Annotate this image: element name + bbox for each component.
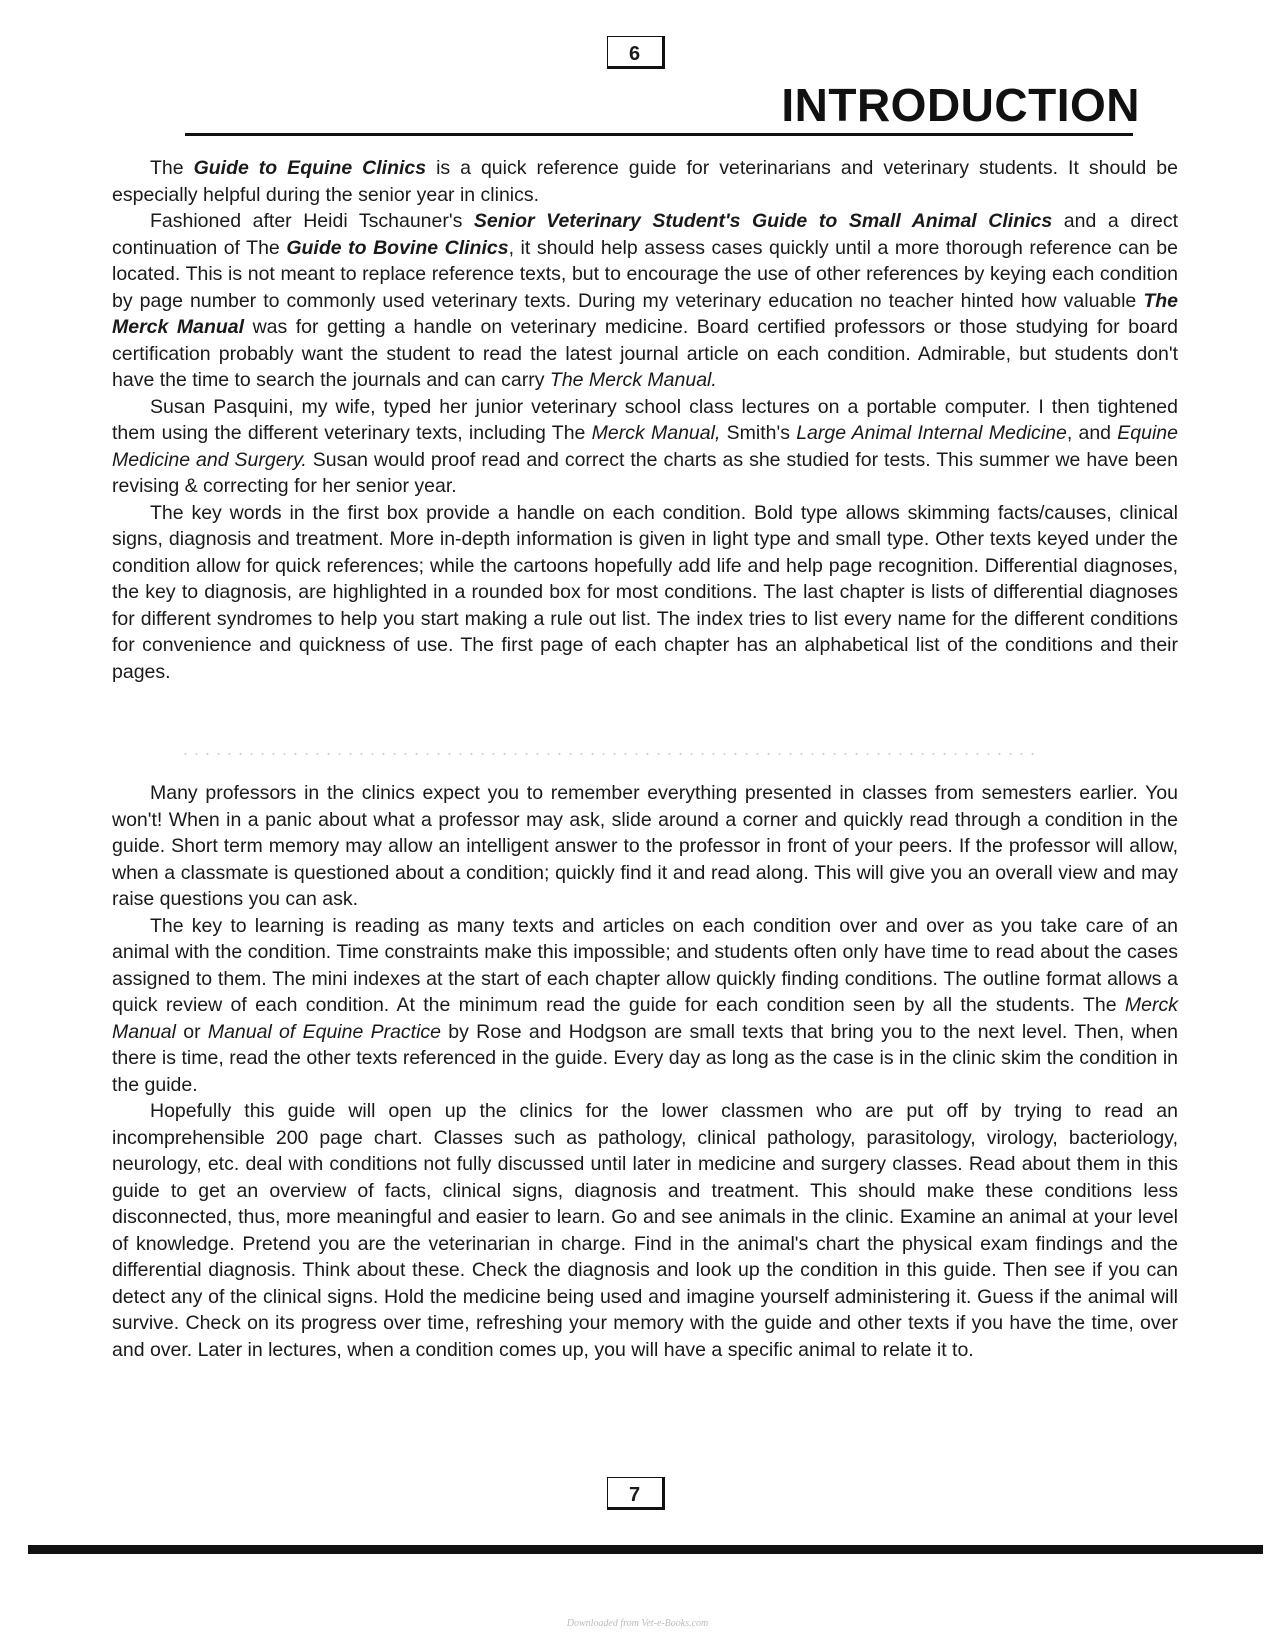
text-run: The key to learning is reading as many texts and articles on each condition over and over as you take care of an animal with the condition. Time constraints make this impossible; and students often only have time to read about the cases assigned to them. The mini indexes at the start of each chapter allow quickly finding conditions. The outline format allows a quick review of each condition. At the minimum read the guide for each condition seen by all the students. The	[112, 914, 1178, 1016]
text-run: Many professors in the clinics expect you to remember everything presented in classes from semesters earlier. You won't! When in a panic about what a professor may ask, slide around a corner and quickly read through a condition in the guide. Short term memory may allow an intelligent answer to the professor in front of your peers. If the professor will allow, when a classmate is questioned about a condition; quickly find it and read along. This will give you an overall view and may raise questions you can ask.	[112, 782, 1178, 910]
emphasized-title-text: Guide to Equine Clinics	[193, 157, 427, 179]
italic-title-text: Merck Manual	[112, 994, 1178, 1043]
text-run: Fashioned after Heidi Tschauner's	[150, 210, 474, 232]
emphasized-title-text: The Merck Manual	[112, 289, 1178, 338]
title-rule	[185, 133, 1133, 136]
italic-title-text: Large Animal Internal Medicine	[796, 422, 1067, 444]
italic-title-text: Manual of Equine Practice	[207, 1020, 442, 1043]
paragraph	[112, 155, 1178, 208]
paragraph	[112, 394, 1178, 500]
page-number-bottom: 7	[607, 1477, 665, 1510]
text-run: The key words in the first box provide a handle on each condition. Bold type allows skimming facts/causes, clinical signs, diagnosis and treatment. More in-depth information is given in light type and small type. Other texts keyed under the condition allow for quick references; while the cartoons hopefully add life and help page recognition. Differential diagnoses, the key to diagnosis, are highlighted in a rounded box for most conditions. The last chapter is lists of differential diagnoses for different syndromes to help you start making a rule out list. The index tries to list every name for the different conditions for convenience and quickness of use. The first page of each chapter has an alphabetical list of the conditions and their pages.	[112, 501, 1178, 683]
text-run: or	[175, 1020, 208, 1043]
intro-text-block-bottom	[112, 780, 1178, 1363]
italic-title-text: The Merck Manual.	[549, 369, 717, 391]
text-run: is a quick reference guide for veterinarians and veterinary students. It should be especially helpful during the senior year in clinics.	[112, 157, 1178, 206]
text-run: by Rose and Hodgson are small texts that bring you to the next level. Then, when there is time, read the other texts referenced in the guide. Every day as long as the case is in the clinic skim the condition in the guide.	[112, 1020, 1178, 1096]
emphasized-title-text: Guide to Bovine Clinics	[286, 236, 509, 259]
paragraph	[112, 500, 1178, 686]
bottom-rule	[28, 1545, 1263, 1554]
italic-title-text: Merck Manual,	[591, 422, 721, 444]
paragraph	[112, 208, 1178, 394]
paragraph	[112, 913, 1178, 1099]
paragraph	[112, 780, 1178, 913]
page-title: INTRODUCTION	[781, 79, 1140, 131]
text-run: was for getting a handle on veterinary medicine. Board certified professors or those studying for board certification probably want the student to read the latest journal article on each condition. Admirable, but students don't have the time to search the journals and can carry	[112, 316, 1178, 391]
text-run: Susan would proof read and correct the charts as she studied for tests. This summer we have been revising & correcting for her senior year.	[112, 448, 1178, 497]
intro-text-block-top	[112, 155, 1178, 685]
watermark: Downloaded from Vet-e-Books.com	[566, 1618, 709, 1629]
emphasized-title-text: Senior Veterinary Student's Guide to Small Animal Clinics	[473, 210, 1053, 232]
scan-speckles	[180, 752, 1040, 756]
italic-title-text: Equine Medicine and Surgery.	[112, 422, 1178, 471]
text-run: , and	[1066, 422, 1118, 444]
text-run: Smith's	[720, 422, 797, 444]
text-run: , it should help assess cases quickly until a more thorough reference can be located. This is not meant to replace reference texts, but to encourage the use of other references by keying each condition by page number to commonly used veterinary texts. During my veterinary education no teacher hinted how valuable	[112, 236, 1178, 312]
text-run: Susan Pasquini, my wife, typed her junior veterinary school class lectures on a portable computer. I then tightened them using the different veterinary texts, including The	[112, 395, 1178, 444]
page-number-top: 6	[607, 36, 665, 69]
paragraph	[112, 1098, 1178, 1363]
text-run: and a direct continuation of The	[112, 210, 1178, 259]
text-run: The	[150, 157, 194, 179]
text-run: Hopefully this guide will open up the clinics for the lower classmen who are put off by trying to read an incomprehensible 200 page chart. Classes such as pathology, clinical pathology, parasitology, virology, bacteriology, neurology, etc. deal with conditions not fully discussed until later in medicine and surgery classes. Read about them in this guide to get an overview of facts, clinical signs, diagnosis and treatment. This should make these conditions less disconnected, thus, more meaningful and easier to learn. Go and see animals in the clinic. Examine an animal at your level of knowledge. Pretend you are the veterinarian in charge. Find in the animal's chart the physical exam findings and the differential diagnosis. Think about these. Check the diagnosis and look up the condition in this guide. Then see if you can detect any of the clinical signs. Hold the medicine being used and imagine yourself administering it. Guess if the animal will survive. Check on its progress over time, refreshing your memory with the guide and other texts if you have the time, over and over. Later in lectures, when a condition comes up, you will have a specific animal to relate it to.	[112, 1100, 1178, 1361]
